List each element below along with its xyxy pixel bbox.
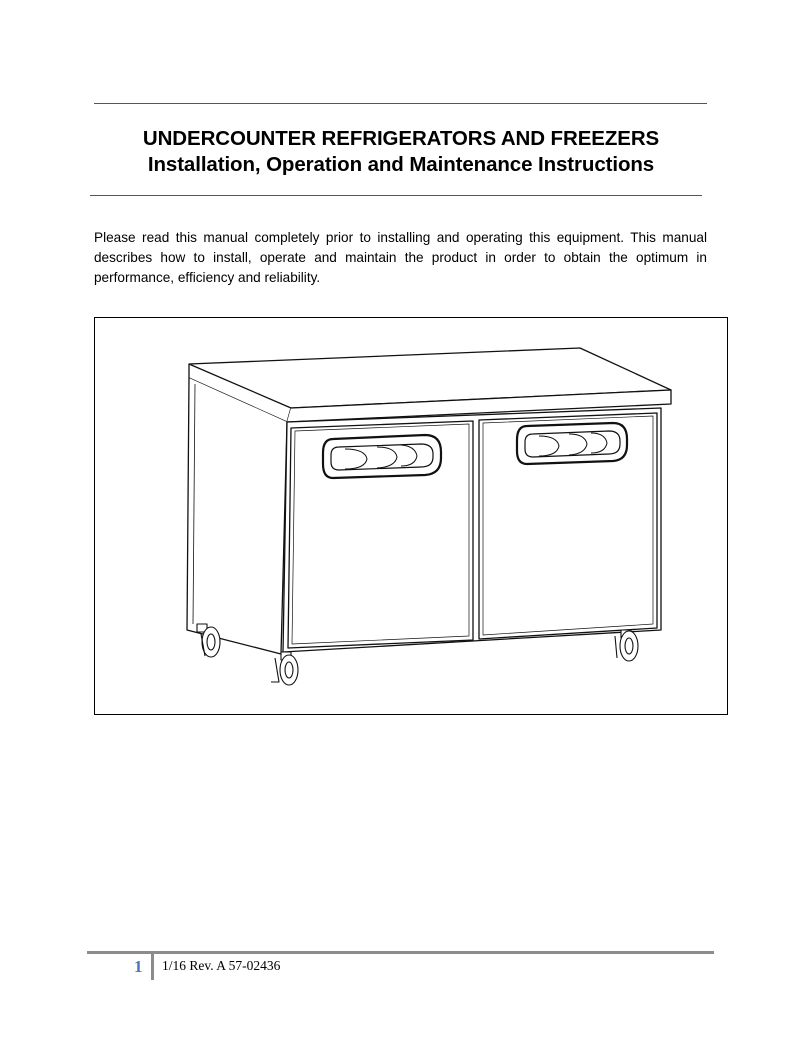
revision-label: 1/16 Rev. A 57-02436 xyxy=(162,958,281,973)
document-subtitle: Installation, Operation and Maintenance Instructions xyxy=(147,153,655,176)
header-bottom-rule xyxy=(90,195,702,196)
footer-separator xyxy=(151,954,154,980)
caster-front-right xyxy=(615,630,638,661)
footer-rule xyxy=(87,951,714,954)
document-title: UNDERCOUNTER REFRIGERATORS AND FREEZERS xyxy=(142,127,660,150)
caster-front-center xyxy=(271,652,298,685)
product-figure xyxy=(94,317,728,715)
intro-paragraph: Please read this manual completely prior to installing and operating this equipment. This manual describes how to install, operate and maintain the product in order to obtain the optimum in performance, efficiency and reliability. xyxy=(94,230,707,285)
header-top-rule xyxy=(94,103,707,104)
left-door-handle xyxy=(323,435,441,478)
page-number: 1 xyxy=(134,957,143,976)
right-door-handle xyxy=(517,423,627,464)
refrigerator-illustration xyxy=(95,318,727,714)
